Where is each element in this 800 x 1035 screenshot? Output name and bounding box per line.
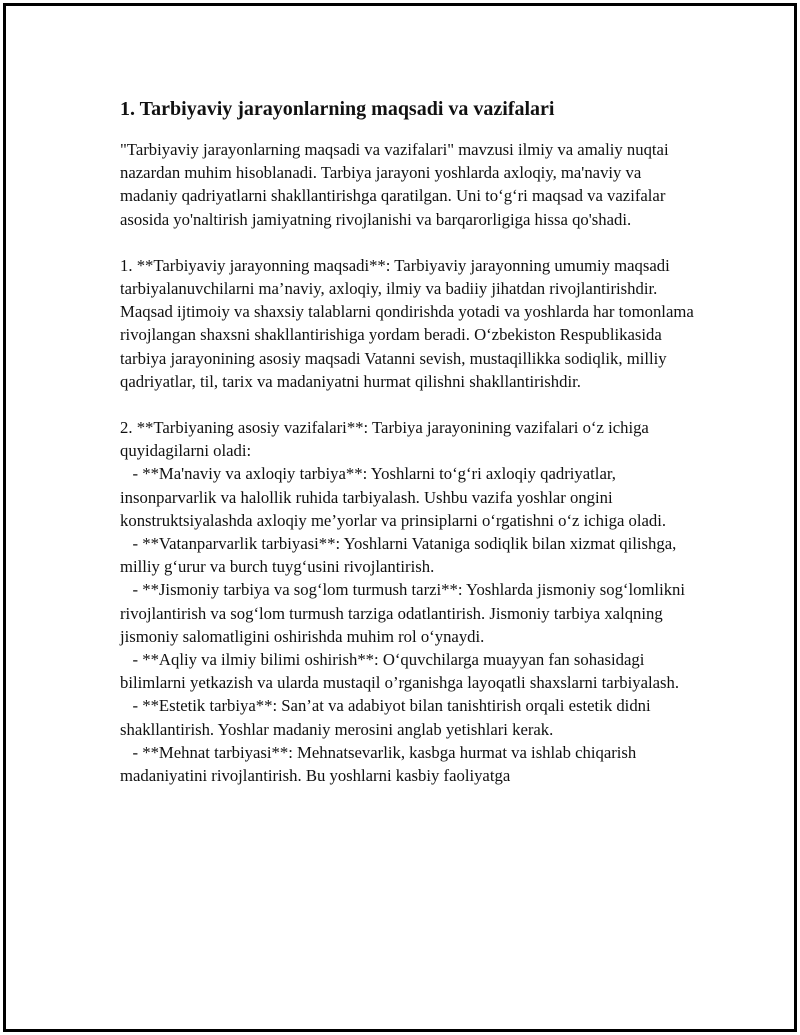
tasks-intro-paragraph: 2. **Tarbiyaning asosiy vazifalari**: Tarbiya jarayonining vazifalari oʻz ichiga quyidagilarni oladi: bbox=[120, 418, 654, 461]
document-page bbox=[3, 3, 797, 1032]
task-item-moral: - **Ma'naviy va axloqiy tarbiya**: Yoshlarni toʻgʻri axloqiy qadriyatlar, insonparvarlik va halollik ruhida tarbiyalash. Ushbu vazifa yoshlar ongini konstruktsiyalashda axloqiy me’yorlar va prinsiplarni oʻrgatishni oʻz ichiga oladi. bbox=[120, 464, 667, 530]
document-body bbox=[120, 94, 698, 787]
section-heading: 1. Tarbiyaviy jarayonlarning maqsadi va vazifalari bbox=[120, 98, 555, 120]
task-item-labor: - **Mehnat tarbiyasi**: Mehnatsevarlik, kasbga hurmat va ishlab chiqarish madaniyatini rivojlantirish. Bu yoshlarni kasbiy faoliyatga bbox=[120, 742, 641, 786]
intro-paragraph: "Tarbiyaviy jarayonlarning maqsadi va vazifalari" mavzusi ilmiy va amaliy nuqtai nazardan muhim hisoblanadi. Tarbiya jarayoni yoshlarda axloqiy, ma'naviy va madaniy qadriyatlarni shakllantirishga qaratilgan. Uni toʻgʻri maqsad va vazifalar asosida yo'naltirish jamiyatning rivojlanishi va barqarorligiga hissa qo'shadi. bbox=[120, 140, 673, 229]
task-item-intellectual: - **Aqliy va ilmiy bilimi oshirish**: Oʻquvchilarga muayyan fan sohasidagi bilimlarni yetkazish va ularda mustaqil o’rganishga layoqatli shaxslarni tarbiyalash. bbox=[120, 650, 680, 693]
task-item-patriotic: - **Vatanparvarlik tarbiyasi**: Yoshlarni Vataniga sodiqlik bilan xizmat qilishga, milliy gʻurur va burch tuygʻusini rivojlantirish. bbox=[120, 534, 681, 577]
paragraph-gap bbox=[120, 393, 695, 416]
task-item-physical: - **Jismoniy tarbiya va sogʻlom turmush tarzi**: Yoshlarda jismoniy sogʻlomlikni rivojlantirish va sogʻlom turmush tarziga odatlantirish. Jismoniy tarbiya xalqning jismoniy salomatligini oshirishda muhim rol oʻynaydi. bbox=[120, 580, 690, 646]
paragraph-gap bbox=[120, 231, 695, 254]
task-item-aesthetic: - **Estetik tarbiya**: San’at va adabiyot bilan tanishtirish orqali estetik didni shakllantirish. Yoshlar madaniy merosini anglab yetishlari kerak. bbox=[120, 696, 655, 739]
goal-paragraph: 1. **Tarbiyaviy jarayonning maqsadi**: Tarbiyaviy jarayonning umumiy maqsadi tarbiyalanuvchilarni ma’naviy, axloqiy, ilmiy va badiiy jihatdan rivojlantirishdir. Maqsad ijtimoiy va shaxsiy talablarni qondirishda yotadi va yoshlarda har tomonlama rivojlangan shaxsni shakllantirishiga yordam beradi. Oʻzbekiston Respublikasida tarbiya jarayonining asosiy maqsadi Vatanni sevish, mustaqillikka sodiqlik, milliy qadriyatlar, til, tarix va madaniyatni hurmat qilishni shakllantirishdir. bbox=[120, 255, 698, 391]
